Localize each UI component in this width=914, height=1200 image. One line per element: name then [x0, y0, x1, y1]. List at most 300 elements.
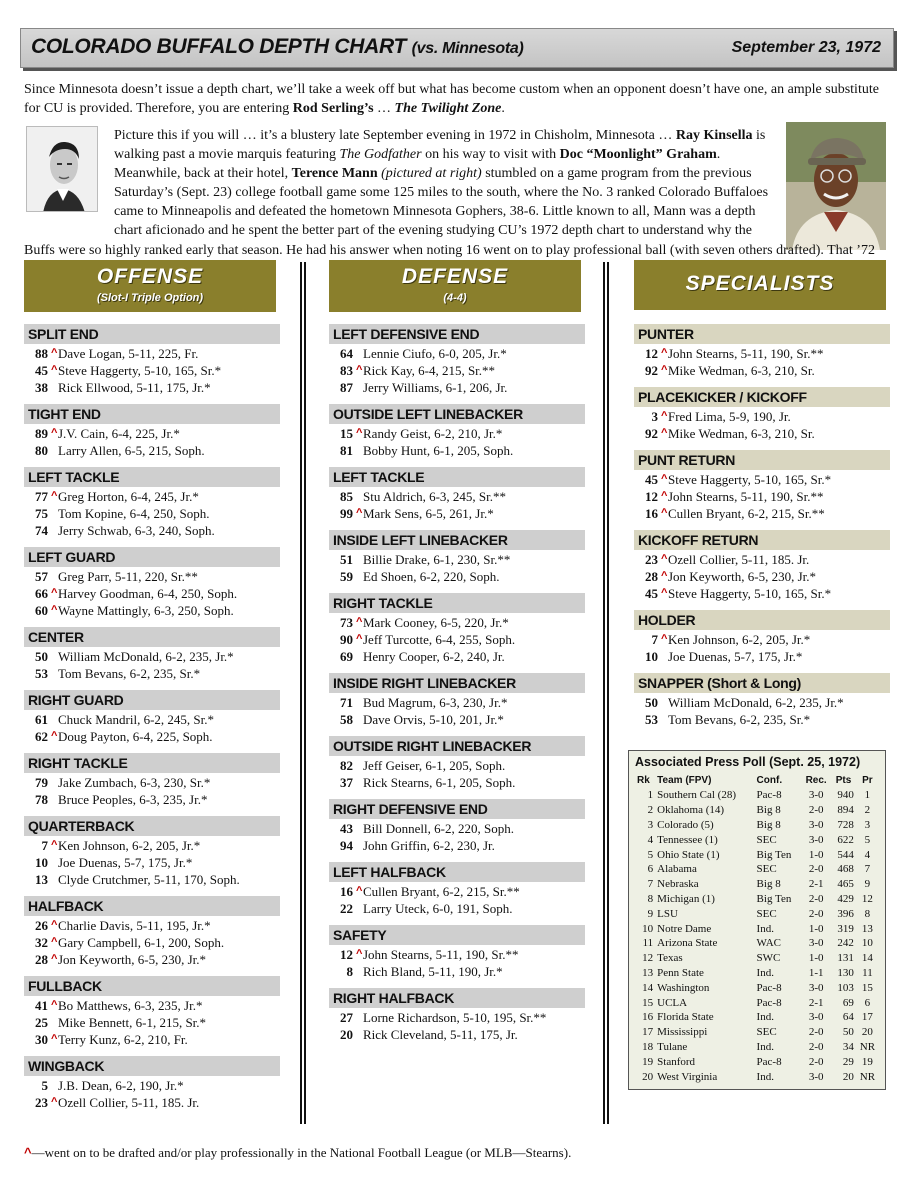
poll-column-header: Pts — [835, 775, 852, 786]
jersey-number: 51 — [340, 552, 353, 567]
poll-cell: 50 — [842, 1026, 854, 1039]
jersey-number: 38 — [35, 380, 48, 395]
position-title: FULLBACK — [24, 976, 280, 996]
jersey-number: 43 — [340, 821, 353, 836]
poll-cell: NR — [859, 1070, 876, 1083]
depth-position — [329, 862, 585, 917]
player-info: Lennie Ciufo, 6-0, 205, Jr.* — [363, 346, 507, 361]
pro-caret-icon: ^ — [51, 490, 58, 502]
player-row — [634, 505, 890, 522]
player-info: J.B. Dean, 6-2, 190, Jr.* — [58, 1078, 184, 1093]
poll-cell: 1 — [864, 789, 871, 802]
position-title: PLACEKICKER / KICKOFF — [634, 387, 890, 407]
position-title: CENTER — [24, 627, 280, 647]
poll-row — [635, 862, 879, 877]
player-row — [329, 345, 585, 362]
depth-position — [329, 988, 585, 1043]
jersey-number: 7 — [651, 632, 658, 647]
jersey-number: 92 — [645, 363, 658, 378]
poll-row — [635, 818, 879, 833]
player-info: Bo Matthews, 6-3, 235, Jr.* — [58, 998, 203, 1013]
poll-row — [635, 936, 879, 951]
page-title — [31, 35, 524, 59]
story-text-1: Picture this if you will … it’s a blustery late September evening in 1972 in Chisholm, Minnesota … — [114, 128, 676, 143]
player-info: Rick Stearns, 6-1, 205, Soph. — [363, 775, 516, 790]
defense-header — [329, 260, 581, 312]
intro-bold-1: Rod Serling’s — [292, 101, 374, 116]
player-row — [634, 345, 890, 362]
depth-position — [634, 610, 890, 665]
poll-cell: 3 — [647, 818, 654, 831]
depth-position — [634, 450, 890, 522]
player-info: Dave Orvis, 5-10, 201, Jr.* — [363, 712, 504, 727]
position-title: RIGHT TACKLE — [24, 753, 280, 773]
poll-cell: West Virginia — [657, 1070, 718, 1083]
poll-cell: Mississippi — [657, 1026, 708, 1039]
player-row — [329, 505, 585, 522]
player-row — [329, 442, 585, 459]
jersey-number: 78 — [35, 792, 48, 807]
poll-cell: Washington — [657, 981, 710, 994]
player-row — [24, 522, 280, 539]
jersey-number: 99 — [340, 506, 353, 521]
story-italic-1: The Godfather — [339, 147, 422, 163]
poll-cell: 20 — [642, 1070, 654, 1083]
jersey-number: 79 — [35, 775, 48, 790]
player-info: J.V. Cain, 6-4, 225, Jr.* — [58, 426, 180, 441]
poll-row — [635, 847, 879, 862]
pro-caret-icon: ^ — [661, 570, 668, 582]
player-row — [24, 728, 280, 745]
player-info: Tom Bevans, 6-2, 235, Sr.* — [668, 712, 811, 727]
poll-cell: 2-1 — [808, 878, 824, 891]
player-row — [329, 379, 585, 396]
jersey-number: 59 — [340, 569, 353, 584]
player-row — [329, 963, 585, 980]
player-row — [329, 711, 585, 728]
poll-cell: Stanford — [657, 1055, 696, 1068]
depth-position — [329, 736, 585, 791]
poll-cell: 242 — [837, 937, 854, 950]
pro-caret-icon: ^ — [661, 587, 668, 599]
poll-cell: 3-0 — [808, 981, 824, 994]
poll-cell: 17 — [642, 1026, 654, 1039]
player-info: Ed Shoen, 6-2, 220, Soph. — [363, 569, 500, 584]
poll-cell: 2-1 — [808, 996, 824, 1009]
poll-row — [635, 803, 879, 818]
player-info: Tom Bevans, 6-2, 235, Sr.* — [58, 666, 201, 681]
player-row — [329, 774, 585, 791]
player-info: John Griffin, 6-2, 230, Jr. — [363, 838, 495, 853]
player-info: Fred Lima, 5-9, 190, Jr. — [668, 409, 791, 424]
depth-position — [329, 673, 585, 728]
depth-position — [24, 324, 280, 396]
jersey-number: 53 — [35, 666, 48, 681]
player-row — [329, 1026, 585, 1043]
jersey-number: 28 — [35, 952, 48, 967]
player-row — [329, 568, 585, 585]
poll-cell: 7 — [864, 863, 871, 876]
player-info: John Stearns, 5-11, 190, Sr.** — [668, 346, 824, 361]
player-info: Tom Kopine, 6-4, 250, Soph. — [58, 506, 210, 521]
offense-title: OFFENSE — [96, 265, 204, 288]
opponent-label: (vs. Minnesota) — [411, 40, 524, 57]
player-row — [24, 934, 280, 951]
jersey-number: 23 — [645, 552, 658, 567]
jersey-number: 69 — [340, 649, 353, 664]
poll-cell: 69 — [842, 996, 854, 1009]
poll-column-header: Team (FPV) — [657, 775, 712, 786]
player-row — [24, 951, 280, 968]
poll-cell: 15 — [642, 996, 654, 1009]
player-row — [24, 1094, 280, 1111]
poll-cell: 1-0 — [808, 922, 824, 935]
pro-caret-icon: ^ — [356, 364, 363, 376]
jersey-number: 53 — [645, 712, 658, 727]
poll-row — [635, 1069, 879, 1084]
story-text-4: . Meanwhile, back at their hotel, — [114, 147, 721, 182]
poll-row — [635, 995, 879, 1010]
depth-position — [329, 799, 585, 854]
poll-cell: SEC — [756, 907, 777, 920]
depth-position — [24, 753, 280, 808]
depth-position — [24, 404, 280, 459]
jersey-number: 10 — [35, 855, 48, 870]
pro-caret-icon: ^ — [51, 587, 58, 599]
poll-row — [635, 906, 879, 921]
poll-cell: 10 — [642, 922, 654, 935]
poll-cell: 10 — [861, 937, 873, 950]
player-info: William McDonald, 6-2, 235, Jr.* — [668, 695, 844, 710]
offense-column — [24, 324, 280, 1119]
pro-caret-icon: ^ — [51, 839, 58, 851]
player-info: Wayne Mattingly, 6-3, 250, Soph. — [58, 603, 234, 618]
pro-caret-icon: ^ — [51, 347, 58, 359]
position-title: INSIDE LEFT LINEBACKER — [329, 530, 585, 550]
jersey-number: 10 — [645, 649, 658, 664]
poll-cell: 17 — [861, 1011, 873, 1024]
jersey-number: 25 — [35, 1015, 48, 1030]
jersey-number: 75 — [35, 506, 48, 521]
player-info: Mark Sens, 6-5, 261, Jr.* — [363, 506, 494, 521]
pro-caret-icon: ^ — [51, 936, 58, 948]
poll-body — [635, 788, 879, 1084]
poll-cell: 13 — [861, 922, 873, 935]
poll-cell: Ind. — [756, 1040, 774, 1053]
jersey-number: 83 — [340, 363, 353, 378]
poll-cell: LSU — [657, 907, 678, 920]
player-info: Ozell Collier, 5-11, 185. Jr. — [668, 552, 810, 567]
jersey-number: 71 — [340, 695, 353, 710]
poll-cell: Pac-8 — [756, 1055, 782, 1068]
offense-subtitle: (Slot-I Triple Option) — [96, 292, 204, 304]
pro-caret-icon: ^ — [51, 604, 58, 616]
position-title: SPLIT END — [24, 324, 280, 344]
position-title: SAFETY — [329, 925, 585, 945]
footnote-text: —went on to be drafted and/or play professionally in the National Football League (or MLB—Stearns). — [31, 1145, 572, 1160]
position-title: HALFBACK — [24, 896, 280, 916]
position-title: HOLDER — [634, 610, 890, 630]
poll-cell: SEC — [756, 1026, 777, 1039]
player-info: Harvey Goodman, 6-4, 250, Soph. — [58, 586, 238, 601]
jersey-number: 61 — [35, 712, 48, 727]
player-row — [24, 602, 280, 619]
pro-caret-icon: ^ — [356, 633, 363, 645]
depth-position — [24, 976, 280, 1048]
position-title: LEFT TACKLE — [24, 467, 280, 487]
poll-cell: Big 8 — [756, 818, 781, 831]
player-row — [24, 568, 280, 585]
player-row — [24, 585, 280, 602]
depth-position — [634, 387, 890, 442]
poll-cell: 894 — [837, 804, 854, 817]
poll-cell: 2-0 — [808, 1055, 824, 1068]
depth-position — [329, 467, 585, 522]
story-bold-3: Terence Mann — [291, 166, 378, 182]
position-title: RIGHT GUARD — [24, 690, 280, 710]
poll-row — [635, 1010, 879, 1025]
poll-cell: Big Ten — [756, 848, 792, 861]
player-info: Bill Donnell, 6-2, 220, Soph. — [363, 821, 514, 836]
jersey-number: 92 — [645, 426, 658, 441]
poll-cell: 7 — [647, 878, 654, 891]
player-info: Rick Ellwood, 5-11, 175, Jr.* — [58, 380, 211, 395]
poll-cell: Pac-8 — [756, 981, 782, 994]
player-info: Gary Campbell, 6-1, 200, Soph. — [58, 935, 225, 950]
poll-title: Associated Press Poll (Sept. 25, 1972) — [635, 755, 861, 769]
intro-end: . — [501, 101, 505, 116]
pro-caret-icon: ^ — [661, 553, 668, 565]
poll-cell: 64 — [842, 1011, 854, 1024]
poll-cell: 9 — [864, 878, 871, 891]
poll-cell: 14 — [642, 981, 654, 994]
position-title: LEFT TACKLE — [329, 467, 585, 487]
jersey-number: 90 — [340, 632, 353, 647]
poll-cell: 9 — [647, 907, 654, 920]
player-info: Jerry Williams, 6-1, 206, Jr. — [363, 380, 508, 395]
player-info: Doug Payton, 6-4, 225, Soph. — [58, 729, 213, 744]
player-info: Bruce Peoples, 6-3, 235, Jr.* — [58, 792, 208, 807]
pro-caret-icon: ^ — [356, 427, 363, 439]
player-row — [634, 694, 890, 711]
jersey-number: 80 — [35, 443, 48, 458]
player-info: Joe Duenas, 5-7, 175, Jr.* — [668, 649, 803, 664]
player-row — [634, 631, 890, 648]
position-title: RIGHT TACKLE — [329, 593, 585, 613]
player-info: Mike Bennett, 6-1, 215, Sr.* — [58, 1015, 207, 1030]
jersey-number: 50 — [35, 649, 48, 664]
poll-cell: 1-1 — [808, 966, 824, 979]
jersey-number: 37 — [340, 775, 353, 790]
footnote — [24, 1145, 571, 1161]
jersey-number: 5 — [41, 1078, 48, 1093]
poll-cell: Big 8 — [756, 804, 781, 817]
poll-column-header: Rec. — [805, 775, 827, 786]
intro-text: Since Minnesota doesn’t issue a depth chart, we’ll take a week off but what has become custom when an opponent doesn’t have one, an ample substitute for CU is provided. Therefore, you are entering — [24, 82, 879, 116]
pro-caret-icon: ^ — [51, 919, 58, 931]
player-info: Cullen Bryant, 6-2, 215, Sr.** — [668, 506, 825, 521]
jersey-number: 74 — [35, 523, 48, 538]
poll-cell: Florida State — [657, 1011, 714, 1024]
poll-column-header: Pr — [862, 775, 873, 786]
player-info: Billie Drake, 6-1, 230, Sr.** — [363, 552, 511, 567]
jersey-number: 62 — [35, 729, 48, 744]
poll-cell: Michigan (1) — [657, 892, 715, 905]
poll-row — [635, 832, 879, 847]
player-info: Chuck Mandril, 6-2, 245, Sr.* — [58, 712, 214, 727]
player-row — [24, 854, 280, 871]
position-title: LEFT GUARD — [24, 547, 280, 567]
position-title: WINGBACK — [24, 1056, 280, 1076]
depth-position — [329, 530, 585, 585]
position-title: TIGHT END — [24, 404, 280, 424]
intro-bold-2: The Twilight Zone — [394, 101, 502, 116]
player-row — [329, 946, 585, 963]
poll-cell: 940 — [837, 789, 854, 802]
player-row — [24, 711, 280, 728]
jersey-number: 60 — [35, 603, 48, 618]
poll-cell: 2-0 — [808, 1026, 824, 1039]
player-row — [634, 362, 890, 379]
player-row — [329, 1009, 585, 1026]
player-row — [24, 345, 280, 362]
poll-cell: 468 — [837, 863, 854, 876]
player-info: Rich Bland, 5-11, 190, Jr.* — [363, 964, 503, 979]
player-info: Lorne Richardson, 5-10, 195, Sr.** — [363, 1010, 547, 1025]
player-info: Jerry Schwab, 6-3, 240, Soph. — [58, 523, 215, 538]
jersey-number: 66 — [35, 586, 48, 601]
story-bold-1: Ray Kinsella — [675, 128, 753, 143]
poll-cell: 396 — [837, 907, 854, 920]
player-row — [329, 883, 585, 900]
player-info: Bobby Hunt, 6-1, 205, Soph. — [363, 443, 514, 458]
poll-cell: 3-0 — [808, 1011, 824, 1024]
poll-cell: 15 — [861, 981, 873, 994]
poll-column-header: Conf. — [756, 775, 783, 786]
pro-caret-icon: ^ — [51, 999, 58, 1011]
pro-caret-icon: ^ — [661, 364, 668, 376]
poll-cell: 130 — [837, 966, 854, 979]
player-info: Larry Allen, 6-5, 215, Soph. — [58, 443, 205, 458]
player-info: Steve Haggerty, 5-10, 165, Sr.* — [668, 472, 832, 487]
jersey-number: 16 — [340, 884, 353, 899]
column-divider — [300, 262, 306, 1124]
poll-cell: Nebraska — [657, 878, 699, 891]
player-row — [24, 362, 280, 379]
player-row — [24, 425, 280, 442]
pro-caret-icon: ^ — [661, 507, 668, 519]
jersey-number: 12 — [645, 489, 658, 504]
depth-position — [24, 690, 280, 745]
poll-cell: Pac-8 — [756, 789, 782, 802]
poll-cell: Penn State — [657, 966, 704, 979]
poll-cell: Tennessee (1) — [657, 833, 718, 846]
player-info: Jake Zumbach, 6-3, 230, Sr.* — [58, 775, 211, 790]
jersey-number: 41 — [35, 998, 48, 1013]
poll-cell: 465 — [837, 878, 854, 891]
jersey-number: 45 — [645, 472, 658, 487]
player-row — [24, 1077, 280, 1094]
player-row — [24, 871, 280, 888]
position-title: OUTSIDE LEFT LINEBACKER — [329, 404, 585, 424]
poll-cell: 544 — [837, 848, 854, 861]
position-title: RIGHT DEFENSIVE END — [329, 799, 585, 819]
poll-cell: 131 — [837, 952, 854, 965]
story-text-5: stumbled on a game program from the previous Saturday’s (Sept. 23) college football game some 125 miles to the south, where the No. 3 ranked Colorado Buffaloes came to Minneapolis and defeated the hometown Minnesota Gophers, 38-6. Little known to all, Mann was a depth chart aficionado and he spent the better part of the evening studying CU’s 1972 depth chart to understand why the Buffs were so highly ranked early that season. He had his answer when noting 16 went on to play professional ball (with seven others drafted). That ’72 — [24, 166, 875, 258]
player-info: Stu Aldrich, 6-3, 245, Sr.** — [363, 489, 507, 504]
jersey-number: 7 — [41, 838, 48, 853]
player-row — [329, 614, 585, 631]
story-paragraph — [24, 126, 890, 279]
story-text-3: on his way to visit with — [421, 147, 560, 163]
specialists-column — [634, 324, 890, 736]
poll-cell: Pac-8 — [756, 996, 782, 1009]
player-row — [634, 471, 890, 488]
player-info: Rick Kay, 6-4, 215, Sr.** — [363, 363, 496, 378]
jersey-number: 27 — [340, 1010, 353, 1025]
pro-caret-icon: ^ — [661, 633, 668, 645]
pro-caret-icon: ^ — [661, 347, 668, 359]
pro-caret-icon: ^ — [51, 364, 58, 376]
title-bar — [20, 28, 894, 68]
poll-cell: Tulane — [657, 1040, 688, 1053]
poll-cell: 2-0 — [808, 863, 824, 876]
player-row — [24, 917, 280, 934]
intro-mid: … — [373, 101, 395, 116]
poll-row — [635, 877, 879, 892]
player-row — [329, 757, 585, 774]
player-info: Jeff Turcotte, 6-4, 255, Soph. — [363, 632, 516, 647]
poll-cell: 4 — [647, 833, 654, 846]
player-info: Jon Keyworth, 6-5, 230, Jr.* — [58, 952, 207, 967]
player-row — [329, 488, 585, 505]
player-row — [24, 1014, 280, 1031]
poll-row — [635, 966, 879, 981]
poll-cell: 3-0 — [808, 818, 824, 831]
poll-cell: 2 — [647, 804, 654, 817]
jersey-number: 32 — [35, 935, 48, 950]
poll-cell: 11 — [642, 937, 654, 950]
player-row — [329, 362, 585, 379]
poll-cell: NR — [859, 1040, 876, 1053]
player-info: Steve Haggerty, 5-10, 165, Sr.* — [668, 586, 832, 601]
player-row — [329, 631, 585, 648]
depth-position — [634, 673, 890, 728]
jersey-number: 89 — [35, 426, 48, 441]
specialists-header — [634, 260, 886, 310]
poll-cell: 8 — [647, 892, 654, 905]
poll-row — [635, 921, 879, 936]
jersey-number: 45 — [35, 363, 48, 378]
poll-cell: SEC — [756, 863, 777, 876]
player-row — [634, 408, 890, 425]
position-title: RIGHT HALFBACK — [329, 988, 585, 1008]
story-text-2: is walking past a movie marquis featuring — [114, 128, 766, 163]
player-row — [24, 442, 280, 459]
poll-cell: Southern Cal (28) — [657, 789, 736, 802]
jersey-number: 87 — [340, 380, 353, 395]
poll-cell: 5 — [647, 848, 654, 861]
player-info: Steve Haggerty, 5-10, 165, Sr.* — [58, 363, 222, 378]
jersey-number: 13 — [35, 872, 48, 887]
player-row — [329, 551, 585, 568]
jersey-number: 8 — [346, 964, 353, 979]
poll-cell: Ind. — [756, 922, 774, 935]
poll-cell: 14 — [861, 952, 873, 965]
depth-position — [329, 404, 585, 459]
player-row — [329, 837, 585, 854]
jersey-number: 73 — [340, 615, 353, 630]
